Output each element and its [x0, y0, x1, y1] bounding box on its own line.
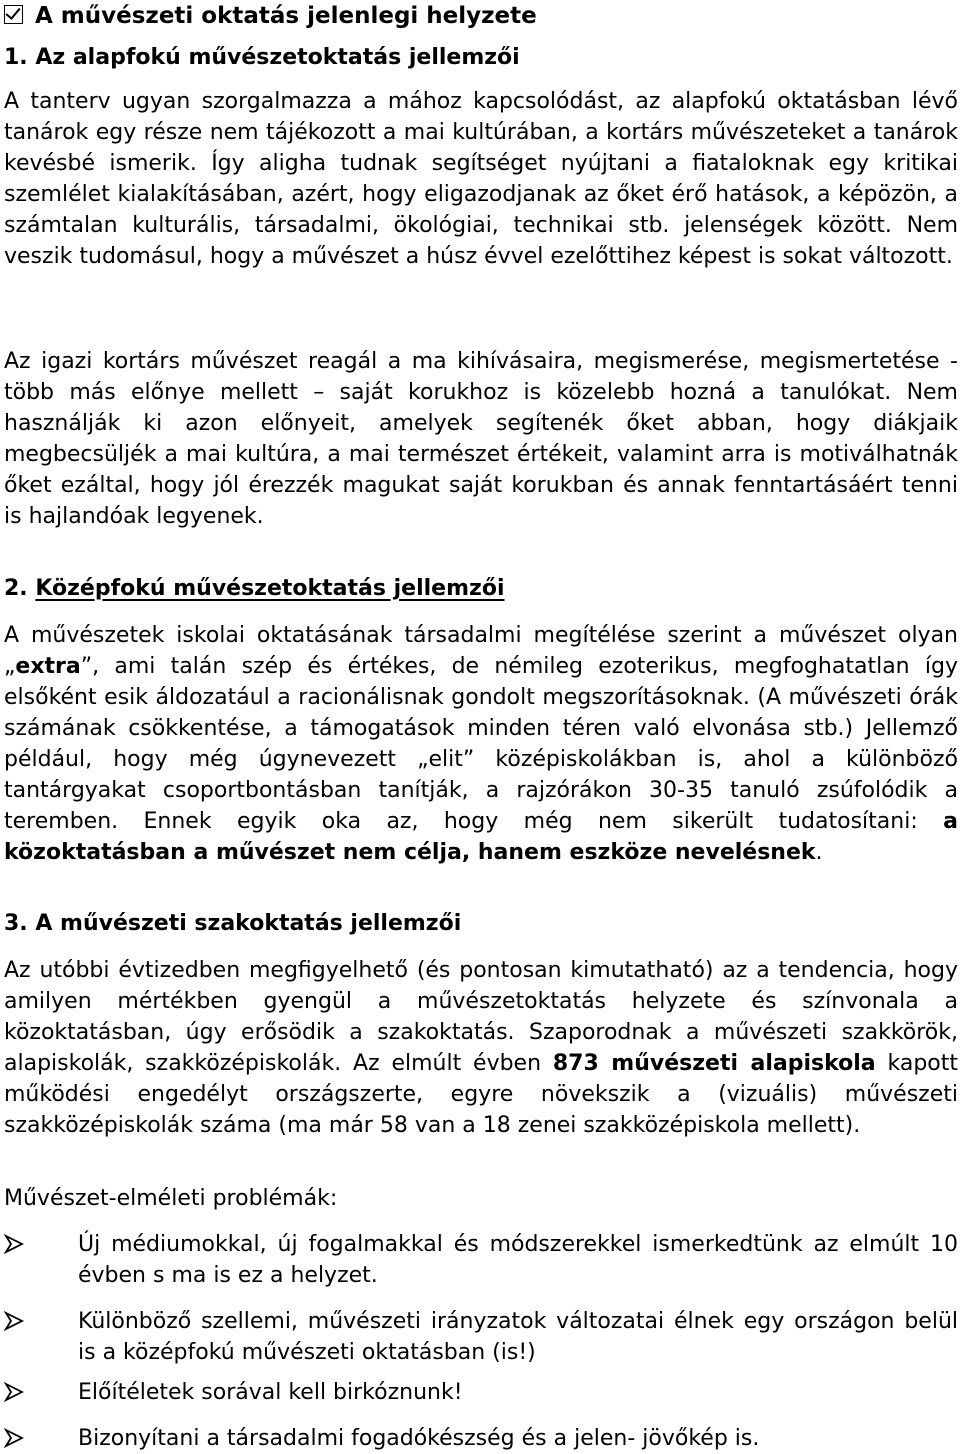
list-item-text: Bizonyítani a társadalmi fogadókészség és a jelen- jövőkép is. [78, 1426, 760, 1451]
section2-number: 2. [4, 576, 28, 601]
list-item-text: Különböző szellemi, művészeti irányzatok változatai élnek egy országon belül is a középfokú művészeti oktatásban (is!) [78, 1309, 958, 1365]
section3-number: 3. [4, 911, 28, 936]
main-heading-text: A művészeti oktatás jelenlegi helyzete [35, 3, 537, 29]
section2-heading [4, 574, 505, 604]
section3-text-part1: Az utóbbi évtizedben megfigyelhető (és pontosan kimutatható) az a tendencia, hogy amilyen mértékben gyengül a művészetoktatás helyzete és színvonala a közoktatásban, úgy erősödik a szakoktatás. Szaporodnak a művészeti szakkörök, alapiskolák, szakközépiskolák. Az elmúlt évben [4, 958, 958, 1076]
list-item [4, 1423, 958, 1454]
section3-paragraph [4, 955, 958, 1141]
section3-heading [4, 909, 461, 939]
arrowhead-bullet-icon [4, 1311, 24, 1331]
section2-text-part1: A művészetek iskolai oktatásának társadalmi megítélése szerint a művészet olyan „ [4, 623, 958, 679]
section3-text-part2: kapott működési engedélyt országszerte, egyre növekszik a (vizuális) művészeti szakközépiskolák száma (ma már 58 van a 18 zenei szakközépiskola mellett). [4, 1051, 958, 1138]
list-item [4, 1229, 958, 1291]
list-item [4, 1377, 958, 1408]
section2-paragraph [4, 620, 958, 868]
arrowhead-bullet-icon [4, 1382, 24, 1402]
problems-label: Művészet-elméleti problémák: [4, 1186, 338, 1211]
section1-paragraph1: A tanterv ugyan szorgalmazza a mához kapcsolódást, az alapfokú oktatásban lévő tanárok egy része nem tájékozott a mai kultúrában, a kortárs művészeteket a tanárok kevésbé ismerik. Így aligha tudnak segítséget nyújtani a fiataloknak egy kritikai szemlélet kialakításában, azért, hogy eligazodjanak az őket érő hatások, a képözön, a számtalan kulturális, társadalmi, ökológiai, technikai stb. jelenségek között. Nem veszik tudomásul, hogy a művészet a húsz évvel ezelőttihez képest is sokat változott. [4, 89, 958, 269]
section2-text-end: . [815, 840, 823, 865]
arrowhead-bullet-icon [4, 1428, 24, 1448]
list-item-text: Új médiumokkal, új fogalmakkal és módszerekkel ismerkedtünk az elmúlt 10 évben s ma is ez a helyzet. [78, 1232, 958, 1288]
section2-text-part2: ”, ami talán szép és értékes, de némileg ezoterikus, megfoghatatlan így elsőként esik áldozatául a racionálisnak gondolt megszorításoknak. (A művészeti órák számának csökkentése, a támogatások minden téren való elvonása stb.) Jellemző például, hogy még úgynevezett „elit” középiskolákban is, ahol a különböző tantárgyakat csoportbontásban tanítják, a rajzórákon 30-35 tanuló zsúfolódik a teremben. Ennek egyik oka az, hogy még nem sikerült tudatosítani: [4, 654, 958, 834]
section1-heading [4, 43, 520, 73]
section1-paragraph2: Az igazi kortárs művészet reagál a ma kihívásaira, megismerése, megismertetése - több más előnye mellett – saját korukhoz is közelebb hozná a tanulókat. Nem használják ki azon előnyeit, amelyek segítenék őket abban, hogy diákjaik megbecsüljék a mai kultúra, a mai természet értékeit, valamint arra is motiválhatnák őket ezáltal, hogy jól érezzék magukat saját korukban és annak fenntartásáért tenni is hajlandóak legyenek. [4, 349, 958, 529]
list-item [4, 1306, 958, 1368]
section1-title: Az alapfokú művészetoktatás jellemzői [35, 45, 520, 70]
section2-title: Középfokú művészetoktatás jellemzői [35, 576, 505, 601]
section2-bold-extra: extra [15, 654, 81, 679]
section3-bold-count: 873 művészeti alapiskola [552, 1051, 876, 1076]
list-item-text: Előítéletek sorával kell birkóznunk! [78, 1380, 463, 1405]
section1-number: 1. [4, 45, 28, 70]
main-heading [4, 1, 537, 31]
section3-title: A művészeti szakoktatás jellemzői [35, 911, 462, 936]
checkbox-checked-icon [4, 5, 23, 24]
arrowhead-bullet-icon [4, 1234, 24, 1254]
section2-bold-conclusion: a közoktatásban a művészet nem célja, hanem eszköze nevelésnek [4, 809, 958, 865]
